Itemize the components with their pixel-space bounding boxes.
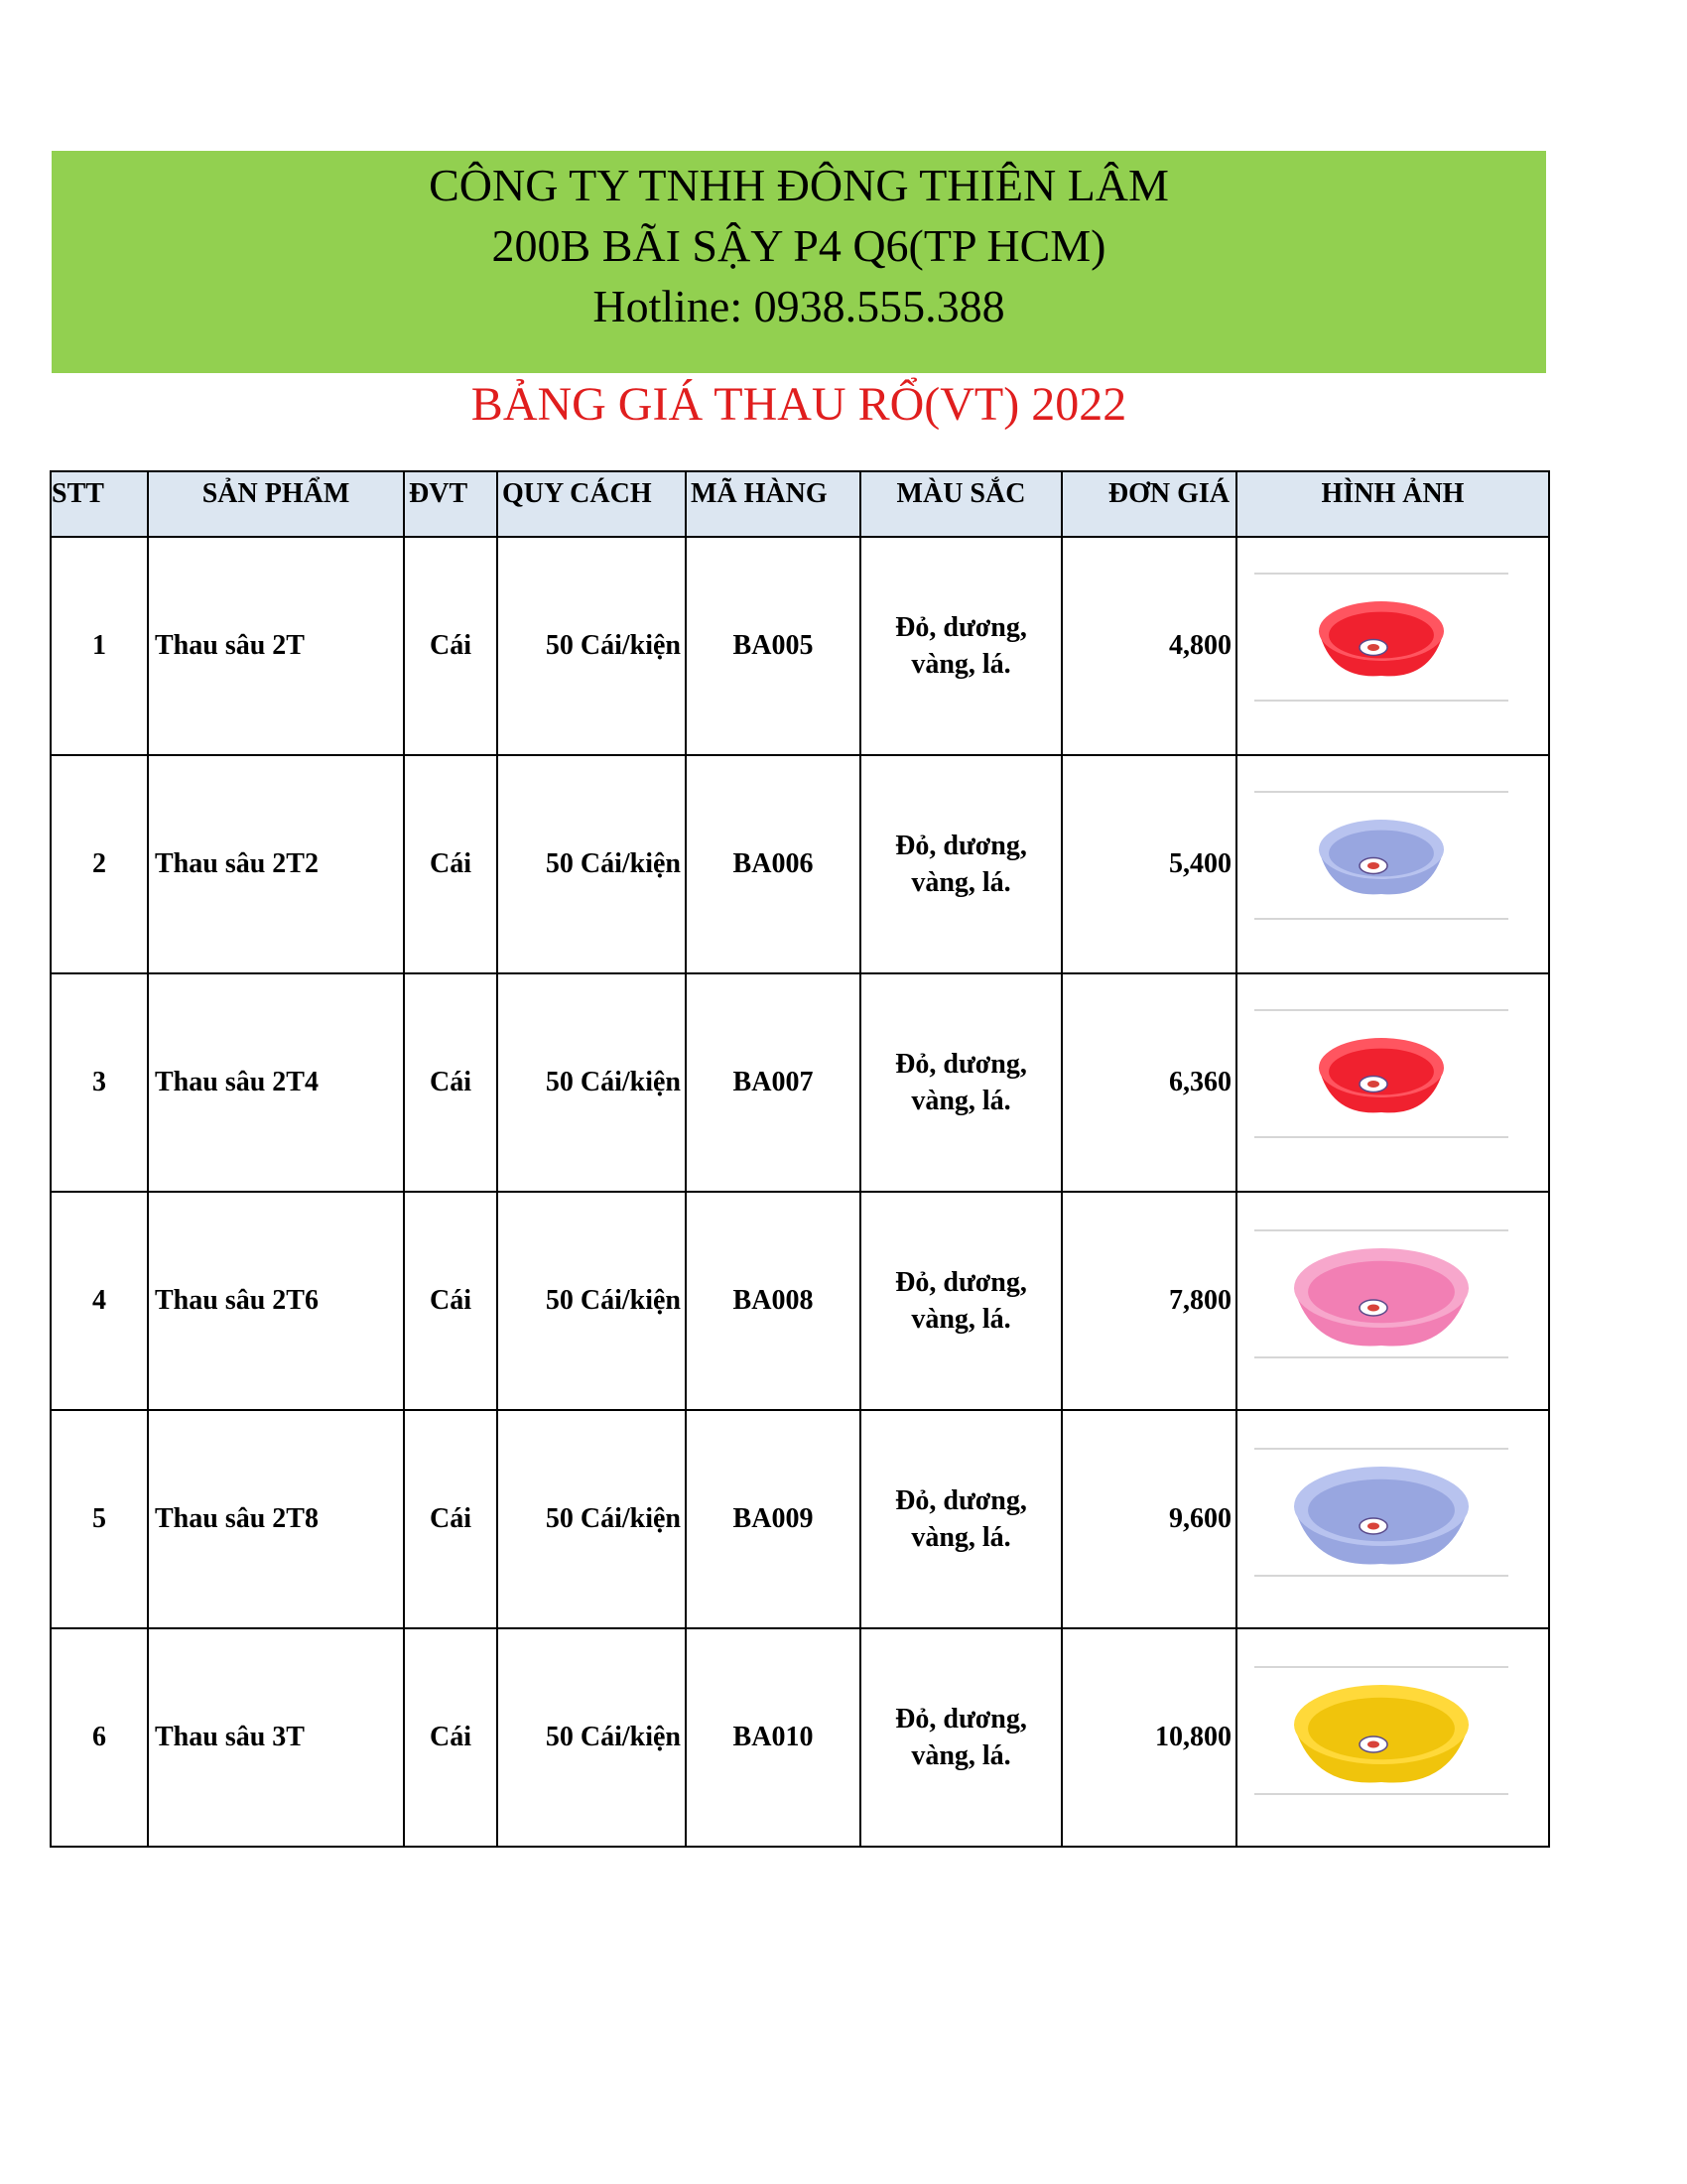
row-unit: Cái — [404, 537, 497, 755]
basin-image — [1237, 756, 1548, 972]
row-unit: Cái — [404, 1192, 497, 1410]
row-image-cell — [1236, 1628, 1549, 1847]
row-colors — [860, 973, 1062, 1192]
row-colors-line2: vàng, lá. — [911, 867, 1011, 898]
header-code: MÃ HÀNG — [686, 471, 860, 537]
price-list-title: BẢNG GIÁ THAU RỔ(VT) 2022 — [470, 378, 1127, 431]
header-spec: QUY CÁCH — [497, 471, 686, 537]
price-table — [50, 470, 1550, 1848]
basin-image — [1237, 1193, 1548, 1409]
header-price: ĐƠN GIÁ — [1062, 471, 1236, 537]
row-product: Thau sâu 3T — [148, 1628, 404, 1847]
row-colors-line1: Đỏ, dương, — [895, 1267, 1027, 1298]
company-address: 200B BÃI SẬY P4 Q6(TP HCM) — [491, 220, 1106, 271]
table-row — [51, 755, 1549, 973]
row-image-cell — [1236, 537, 1549, 755]
row-product: Thau sâu 2T — [148, 537, 404, 755]
row-colors — [860, 1192, 1062, 1410]
table-header-row — [51, 471, 1549, 537]
row-image-cell — [1236, 973, 1549, 1192]
row-image-cell — [1236, 1192, 1549, 1410]
row-stt: 2 — [51, 755, 148, 973]
row-colors — [860, 1410, 1062, 1628]
row-colors-line2: vàng, lá. — [911, 1304, 1011, 1335]
header-color: MÀU SẮC — [860, 471, 1062, 537]
row-spec: 50 Cái/kiện — [497, 1628, 686, 1847]
row-code: BA010 — [686, 1628, 860, 1847]
row-code: BA007 — [686, 973, 860, 1192]
basin-icon — [1237, 538, 1548, 752]
row-colors-line1: Đỏ, dương, — [895, 1049, 1027, 1080]
row-colors-line1: Đỏ, dương, — [895, 1704, 1027, 1734]
row-colors-line1: Đỏ, dương, — [895, 1485, 1027, 1516]
row-colors — [860, 1628, 1062, 1847]
row-unit: Cái — [404, 1628, 497, 1847]
row-colors-line2: vàng, lá. — [911, 1522, 1011, 1553]
row-colors — [860, 755, 1062, 973]
company-hotline: Hotline: 0938.555.388 — [592, 281, 1005, 331]
row-unit: Cái — [404, 973, 497, 1192]
row-code: BA006 — [686, 755, 860, 973]
row-price: 10,800 — [1062, 1628, 1236, 1847]
row-code: BA009 — [686, 1410, 860, 1628]
basin-icon — [1237, 1193, 1548, 1407]
basin-icon — [1237, 974, 1548, 1189]
header-product: SẢN PHẨM — [148, 471, 404, 537]
row-product: Thau sâu 2T6 — [148, 1192, 404, 1410]
row-stt: 3 — [51, 973, 148, 1192]
row-price: 7,800 — [1062, 1192, 1236, 1410]
table-row — [51, 537, 1549, 755]
row-colors-line1: Đỏ, dương, — [895, 612, 1027, 643]
basin-icon — [1237, 1629, 1548, 1844]
row-spec: 50 Cái/kiện — [497, 537, 686, 755]
row-stt: 6 — [51, 1628, 148, 1847]
basin-icon — [1237, 1411, 1548, 1625]
table-row — [51, 1410, 1549, 1628]
row-product: Thau sâu 2T8 — [148, 1410, 404, 1628]
row-spec: 50 Cái/kiện — [497, 1410, 686, 1628]
row-price: 4,800 — [1062, 537, 1236, 755]
header-image: HÌNH ẢNH — [1236, 471, 1549, 537]
row-colors-line1: Đỏ, dương, — [895, 831, 1027, 861]
basin-image — [1237, 1411, 1548, 1627]
header-stt: STT — [51, 471, 148, 537]
basin-image — [1237, 974, 1548, 1191]
basin-icon — [1237, 756, 1548, 970]
basin-image — [1237, 538, 1548, 754]
row-code: BA005 — [686, 537, 860, 755]
row-price: 6,360 — [1062, 973, 1236, 1192]
row-unit: Cái — [404, 1410, 497, 1628]
row-colors-line2: vàng, lá. — [911, 1740, 1011, 1771]
row-stt: 4 — [51, 1192, 148, 1410]
table-row — [51, 1192, 1549, 1410]
row-image-cell — [1236, 1410, 1549, 1628]
row-colors-line2: vàng, lá. — [911, 1086, 1011, 1116]
company-name: CÔNG TY TNHH ĐÔNG THIÊN LÂM — [429, 160, 1169, 210]
row-code: BA008 — [686, 1192, 860, 1410]
table-row — [51, 1628, 1549, 1847]
row-product: Thau sâu 2T2 — [148, 755, 404, 973]
row-stt: 5 — [51, 1410, 148, 1628]
row-image-cell — [1236, 755, 1549, 973]
company-banner — [52, 151, 1546, 373]
row-spec: 50 Cái/kiện — [497, 755, 686, 973]
row-unit: Cái — [404, 755, 497, 973]
row-colors-line2: vàng, lá. — [911, 649, 1011, 680]
header-unit: ĐVT — [404, 471, 497, 537]
row-spec: 50 Cái/kiện — [497, 1192, 686, 1410]
row-price: 5,400 — [1062, 755, 1236, 973]
row-stt: 1 — [51, 537, 148, 755]
row-price: 9,600 — [1062, 1410, 1236, 1628]
row-colors — [860, 537, 1062, 755]
row-product: Thau sâu 2T4 — [148, 973, 404, 1192]
table-row — [51, 973, 1549, 1192]
basin-image — [1237, 1629, 1548, 1846]
row-spec: 50 Cái/kiện — [497, 973, 686, 1192]
